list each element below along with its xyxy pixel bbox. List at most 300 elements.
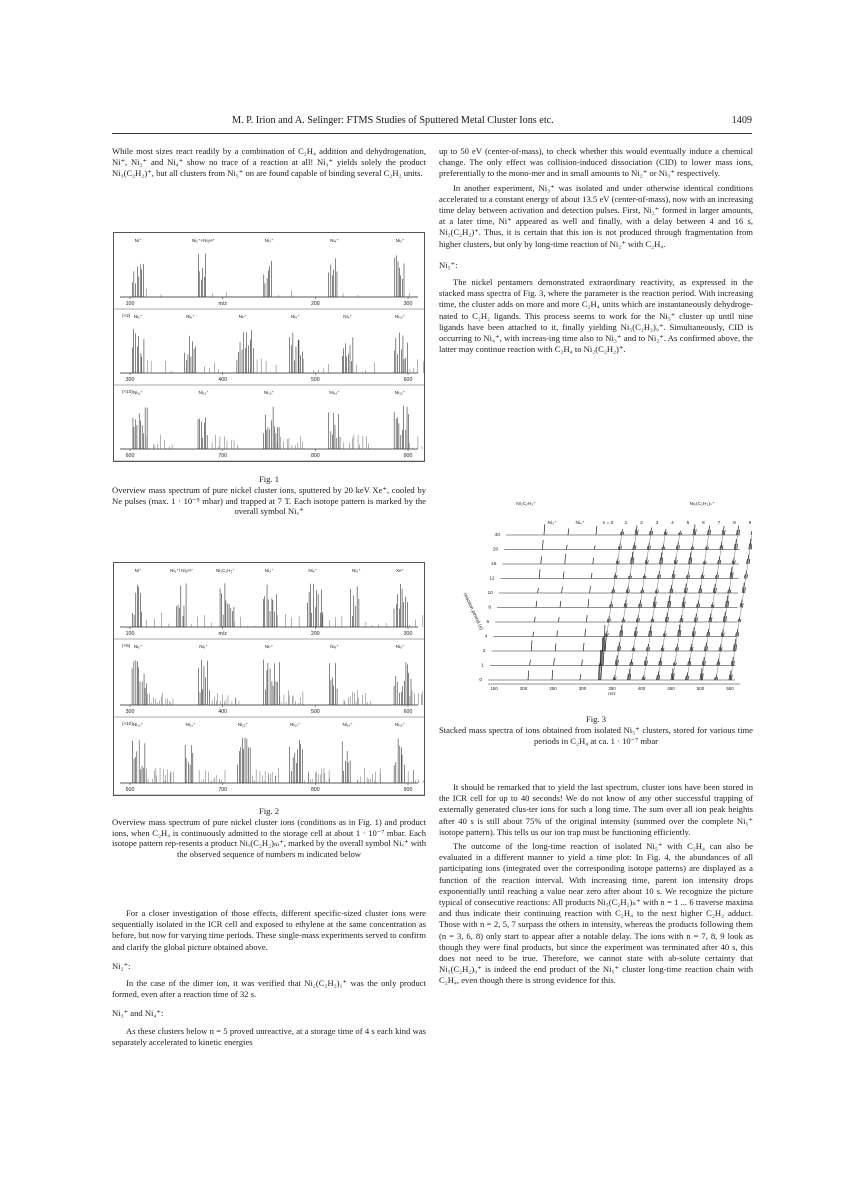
fig3-peak: [729, 587, 730, 593]
fig3-fragment-peak: [531, 640, 532, 651]
fig3-peak: [700, 585, 701, 593]
fig2-p1-peak-label: Ni₃⁺: [264, 568, 274, 573]
fig3-peak: [645, 560, 646, 564]
fig3-peak: [728, 601, 729, 608]
fig3-peak: [718, 659, 719, 666]
fig2-p3-tick-label: 800: [311, 787, 320, 793]
fig3-peak: [724, 530, 725, 535]
fig3-peak: [670, 589, 671, 593]
fig3-period-label: 10: [487, 591, 493, 596]
fig3-peak: [740, 619, 741, 622]
fig3-label-ni5-series: Ni₅(C₂H₂)ₙ⁺: [689, 502, 715, 507]
fig3-peak: [664, 547, 665, 550]
fig3-peak: [659, 572, 660, 579]
fig3-peak: [708, 530, 709, 535]
fig2-caption: [112, 806, 426, 860]
fig3-peak: [738, 632, 739, 636]
fig3-peak: [680, 630, 681, 637]
fig3-peak: [664, 532, 665, 535]
fig1-p3-tick-label: 700: [218, 453, 227, 459]
fig3-peak: [683, 597, 684, 607]
fig3-peak: [715, 575, 716, 578]
fig1-p3-tick-label: 900: [403, 453, 413, 459]
fig3-peak: [605, 633, 606, 636]
fig3-peak: [709, 632, 710, 636]
fig2-panel-2: [114, 643, 425, 717]
fig3-peak: [689, 575, 690, 578]
fig3-peak: [667, 613, 668, 622]
fig1-p3-peak-label: Ni₁₄⁺: [329, 390, 340, 395]
fig3-fragment-peak: [594, 545, 595, 549]
fig3-peak: [658, 590, 659, 593]
fig3-peak: [659, 661, 660, 665]
fig3-x-tick-label: 500: [696, 686, 705, 691]
fig3-peak: [620, 630, 621, 636]
fig3-peak: [678, 647, 679, 651]
continuation-paragraph: up to 50 eV (center-of-mass), to check whether this would eventually induce a chemical change. The only effect was collision-induced dissociation (CID) to lower mass ions, preferentially to the mono-mer and in small amounts to Ni₂⁺ or Ni₃⁺ respectively.: [439, 146, 753, 179]
fig3-peak: [719, 557, 720, 564]
fig3-peak: [740, 603, 741, 607]
fig3-fragment-peak: [533, 632, 534, 637]
fig3-peak: [603, 637, 604, 651]
fig3-peak: [731, 675, 732, 680]
fig3-peak: [649, 631, 650, 637]
fig3-peak: [615, 677, 616, 680]
fig3-peak: [716, 588, 717, 593]
fig3-peak: [702, 661, 703, 665]
fig3-fragment-peak: [562, 587, 563, 593]
fig3-peak: [687, 588, 688, 593]
fig3-peak: [699, 604, 700, 608]
fig1-p3-peak-label: Ni₁₅⁺: [394, 390, 406, 395]
fig1-panel-1: [114, 238, 424, 309]
fig3-peak: [633, 646, 634, 651]
remark-paragraph: It should be remarked that to yield the last spectrum, cluster ions have been stored in the ICR cell for up to 40 seconds! We do not know of any other successful trapping of externally generated clus-ter ions for such a long time. The sum over all ion peak heights after 40 s is still about 75% of the original intensity (summed over the complete Ni₅⁺ isotope pattern). This tells us our ion trap must be functioning efficiently.: [439, 782, 753, 837]
fig3-peak: [726, 616, 727, 622]
fig3-caption-body: Stacked mass spectra of ions obtained from isolated Ni₅⁺ clusters, stored for various time periods in C₂H₄ at ca. 1 · 10⁻⁷ mbar: [439, 724, 753, 746]
fig1-p2-tick-label: 400: [218, 377, 227, 383]
fig3-peak: [632, 552, 633, 564]
fig3-peak: [680, 531, 681, 535]
fig3-peak: [652, 531, 653, 535]
fig2-p1-peak-label: Ni⁺: [134, 568, 142, 573]
fig3-fragment-peak: [530, 660, 531, 666]
fig3-peak: [691, 558, 692, 564]
fig3-peak: [721, 633, 722, 637]
fig3-peak: [692, 647, 693, 651]
fig3-peak: [679, 545, 680, 549]
fig3-peak: [618, 546, 619, 549]
fig3-peak: [689, 658, 690, 666]
fig3-peak: [725, 612, 726, 622]
fig3-peak: [728, 590, 729, 593]
fig3-peak: [623, 617, 624, 622]
fig3-period-label: 16: [491, 562, 497, 567]
fig3-peak: [717, 677, 718, 680]
fig3-fragment-peak: [565, 554, 566, 564]
fig2-p2-peak-label: Ni₅⁺: [133, 644, 143, 649]
fig3-peak: [634, 648, 635, 651]
header-rule: [112, 133, 752, 134]
fig3-peak: [617, 558, 618, 564]
fig3-peak: [750, 539, 751, 550]
fig3-peak: [730, 572, 731, 578]
fig1-p2-tick-label: 500: [311, 377, 320, 383]
fig3-peak: [742, 587, 743, 593]
fig3-peak: [635, 627, 636, 637]
section-ni2-heading: Ni₂⁺:: [112, 960, 131, 971]
fig3-peak: [605, 637, 606, 651]
fig3-label-ni3: Ni₃⁺: [547, 521, 557, 526]
fig1-panel-3: [114, 389, 425, 461]
fig3-fragment-peak: [560, 601, 561, 608]
fig3-peak: [650, 531, 651, 535]
fig3-peak: [629, 589, 630, 593]
fig3-peak: [731, 567, 732, 578]
fig3-fragment-peak: [590, 586, 591, 593]
fig3-peak: [639, 618, 640, 622]
fig2-p3-tick-label: 900: [403, 787, 413, 793]
figure-3: [440, 494, 752, 696]
fig3-peak: [675, 557, 676, 564]
section-ni3-ni4-heading: Ni₃⁺ and Ni₄⁺:: [112, 1008, 164, 1019]
fig3-peak: [693, 529, 694, 535]
fig3-peak: [703, 657, 704, 665]
fig1-p1-tick-label: 100: [125, 301, 135, 307]
fig3-peak: [647, 661, 648, 666]
fig3-peak: [708, 547, 709, 549]
fig3-fragment-peak: [596, 526, 597, 535]
fig3-peak: [642, 587, 643, 593]
fig2-p1-tick-label: m/z: [218, 631, 227, 637]
fig3-peak: [741, 600, 742, 608]
fig3-peak: [666, 532, 667, 535]
fig1-p1-tick-label: 200: [311, 301, 320, 307]
fig3-peak: [722, 545, 723, 549]
fig3-peak: [710, 614, 711, 622]
fig3-peak: [621, 625, 622, 636]
fig3-x-tick-label: 450: [667, 686, 675, 691]
right-upper-text: [439, 146, 753, 358]
ni5-paragraph: The nickel pentamers demonstrated extraordinary reactivity, as expressed in the stacked mass spectra of Fig. 3, where the parameter is the reaction period. With increasing time, the cluster adds on more and more C₂H₄ units which are instantaneously dehydroge-nated to C₂H₂ ligands. This process seems to work for the Ni₅⁺ cluster up until nine ligands have been attached to it, finally yielding Ni₅(C₂H₂)₉⁺. Simultaneously, CID is occurring to Ni₄⁺, with increas-ing time also to Ni₃⁺ and to Ni₂⁺. As confirmed above, the latter may continue reaction with C₂H₄ to Ni₂(C₂H₂)⁺.: [439, 277, 753, 355]
fig3-peak: [749, 544, 750, 550]
fig3-peak: [626, 589, 627, 593]
fig3-peak: [657, 575, 658, 579]
fig2-p3-tick-label: 600: [125, 787, 135, 793]
fig3-peak: [660, 558, 661, 564]
fig3-peak: [615, 660, 616, 666]
fig3-peak: [706, 562, 707, 564]
fig3-peak: [608, 633, 609, 636]
fig3-peak: [703, 562, 704, 564]
fig3-peak: [626, 603, 627, 607]
fig3-peak: [600, 650, 601, 680]
fig3-peak: [636, 618, 637, 622]
fig3-peak: [617, 646, 618, 651]
fig3-peak: [686, 575, 687, 578]
fig1-p2-peak-label: Ni₇⁺: [238, 314, 247, 319]
fig2-p1-peak-label: Ni₂C₂H₂⁺: [215, 568, 235, 573]
fig3-peak: [736, 644, 737, 651]
fig3-peak: [642, 677, 643, 680]
fig3-period-label: 0: [479, 678, 482, 683]
fig3-peak: [653, 619, 654, 622]
fig2-p3-peak-label: Ni₁₀⁺: [132, 722, 144, 727]
fig3-peak: [733, 644, 734, 651]
fig3-caption: [439, 714, 753, 746]
fig3-peak: [726, 601, 727, 608]
fig3-peak: [662, 645, 663, 651]
fig3-fragment-peak: [591, 573, 592, 579]
fig3-peak: [718, 575, 719, 578]
fig3-fragment-peak: [580, 674, 581, 680]
fig3-peak: [652, 617, 653, 622]
fig3-peak: [721, 647, 722, 651]
fig3-peak: [734, 544, 735, 550]
fig3-peak: [624, 619, 625, 622]
fig3-caption-title: Fig. 3: [585, 714, 607, 724]
fig2-panel-3: [114, 721, 425, 795]
fig2-p2-peak-label: Ni₇⁺: [264, 644, 274, 649]
fig3-peak: [691, 644, 692, 651]
fig3-peak: [723, 526, 724, 535]
fig3-x-label: m/z: [608, 691, 616, 696]
fig3-peak: [739, 617, 740, 622]
fig3-peak: [706, 642, 707, 651]
fig1-p2-peak-label: Ni₈⁺: [290, 314, 300, 319]
fig3-peak: [655, 590, 656, 593]
fig3-label-n: 1: [624, 521, 628, 526]
fig3-peak: [633, 557, 634, 564]
fig3-peak: [660, 575, 661, 579]
fig3-peak: [694, 524, 695, 535]
fig3-peak: [690, 553, 691, 564]
fig3-peak: [678, 630, 679, 637]
ni2-paragraph: In the case of the dimer ion, it was verified that Ni₂(C₂H₂)₁⁺ was the only product formed, even after a reaction time of 32 s.: [112, 978, 426, 1000]
fig3-peak: [722, 630, 723, 637]
fig1-p2-tick-label: 600: [403, 377, 413, 383]
fig3-x-tick-label: 550: [726, 686, 734, 691]
fig2-p2-tick-label: 300: [125, 709, 135, 715]
fig3-peak: [615, 573, 616, 579]
fig3-peak: [737, 629, 738, 636]
fig3-peak: [631, 576, 632, 578]
fig3-peak: [709, 526, 710, 535]
fig3-peak: [669, 596, 670, 608]
fig3-peak: [676, 663, 677, 666]
fig3-fragment-peak: [563, 572, 564, 579]
fig3-peak: [681, 615, 682, 622]
fig3-peak: [713, 588, 714, 593]
running-header: [112, 115, 752, 133]
fig2-p2-peak-label: Ni₈⁺: [330, 644, 339, 649]
fig3-peak: [665, 617, 666, 622]
ni3-ni4-paragraph: As these clusters below n = 5 proved unreactive, at a storage time of 4 s each kind was separately accelerated to kinetic energies: [112, 1025, 426, 1047]
fig2-p1-peak-label: Xe⁺: [395, 568, 405, 573]
fig3-peak: [630, 574, 631, 579]
fig3-x-tick-label: 200: [519, 686, 528, 691]
running-title: M. P. Irion and A. Selinger: FTMS Studies of Sputtered Metal Cluster Ions etc.: [232, 115, 554, 126]
fig3-peak: [678, 542, 679, 550]
fig3-fragment-peak: [554, 658, 555, 665]
fig3-peak: [631, 659, 632, 665]
fig3-fragment-peak: [552, 670, 553, 680]
fig3-peak: [639, 604, 640, 608]
fig3-peak: [612, 604, 613, 607]
fig3-peak: [625, 600, 626, 608]
fig3-peak: [643, 576, 644, 578]
fig1-p1-peak-label: Ni₃⁺: [264, 238, 274, 243]
fig1-p1-tick-label: m/z: [218, 301, 227, 307]
fig2-p2-tick-label: 600: [403, 709, 413, 715]
fig3-peak: [699, 589, 700, 593]
fig3-peak: [677, 560, 678, 564]
fig3-peak: [661, 648, 662, 651]
fig3-fragment-peak: [585, 629, 586, 637]
fig3-peak: [709, 617, 710, 622]
fig3-period-label: 40: [494, 533, 500, 538]
fig3-peak: [651, 528, 652, 535]
fig3-peak: [643, 590, 644, 593]
fig3-period-label: 6: [486, 620, 490, 625]
fig1-p3-peak-label: Ni₁₁⁺: [133, 390, 143, 395]
fig3-peak: [646, 647, 647, 651]
fig3-peak: [659, 675, 660, 680]
fig3-peak: [641, 604, 642, 608]
fig3-peak: [682, 602, 683, 608]
fig3-peak: [644, 677, 645, 680]
fig2-p3-peak-label: Ni₁₃⁺: [290, 722, 301, 727]
fig3-peak: [672, 574, 673, 578]
fig3-peak: [623, 532, 624, 535]
fig3-peak: [687, 672, 688, 680]
fig3-peak: [668, 617, 669, 622]
fig3-peak: [719, 662, 720, 666]
fig3-label-n: 5: [686, 521, 690, 526]
fig3-fragment-peak: [566, 545, 567, 550]
fig3-peak: [661, 553, 662, 564]
fig3-peak: [730, 590, 731, 593]
fig2-p3-tick-label: 700: [218, 787, 227, 793]
fig3-peak: [638, 615, 639, 622]
fig3-peak: [663, 633, 664, 636]
fig3-peak: [645, 576, 646, 578]
fig3-peak: [737, 544, 738, 550]
fig3-x-tick-label: 150: [490, 686, 498, 691]
fig3-peak: [720, 560, 721, 564]
fig3-fragment-peak: [583, 643, 584, 651]
fig3-peak: [650, 626, 651, 636]
fig3-fragment-peak: [568, 528, 569, 535]
fig3-peak: [670, 601, 671, 608]
fig3-peak: [717, 572, 718, 578]
fig3-peak: [621, 546, 622, 549]
fig3-peak: [609, 616, 610, 622]
fig3-peak: [743, 583, 744, 593]
fig3-period-label: 12: [489, 576, 495, 582]
fig3-peak: [619, 561, 620, 564]
fig3-peak: [720, 644, 721, 651]
fig3-peak: [688, 661, 689, 665]
fig3-label-n: 3: [655, 521, 659, 526]
fig3-peak: [690, 661, 691, 665]
fig3-peak: [692, 631, 693, 636]
fig3-period-label: 20: [492, 547, 499, 553]
fig3-period-label: 4: [484, 634, 488, 640]
fig3-peak: [721, 542, 722, 549]
fig3-peak: [734, 661, 735, 666]
fig1-p3-scale: (×10): [122, 389, 133, 394]
fig3-peak: [660, 658, 661, 666]
fig3-peak: [627, 586, 628, 593]
fig2-p2-scale: (×5): [122, 643, 131, 648]
fig3-peak: [713, 605, 714, 608]
fig3-peak: [645, 657, 646, 666]
fig3-peak: [711, 605, 712, 608]
figure-1: [113, 232, 425, 462]
fig2-p2-tick-label: 500: [311, 709, 320, 715]
fig3-label-n: n = 0: [602, 521, 614, 526]
page-number: 1409: [731, 115, 752, 126]
fig3-axis-label: reaction period (s): [461, 592, 485, 632]
fig3-peak: [613, 587, 614, 593]
fig3-fragment-peak: [586, 615, 587, 622]
fig3-peak: [739, 530, 740, 535]
fig3-peak: [628, 576, 629, 578]
fig3-period-label: 2: [482, 649, 486, 654]
fig1-p2-peak-label: Ni₆⁺: [186, 314, 195, 319]
fig3-peak: [621, 532, 622, 535]
fig3-peak: [612, 590, 613, 593]
fig1-p1-tick-label: 300: [403, 301, 413, 307]
fig3-peak: [664, 631, 665, 637]
fig3-peak: [737, 530, 738, 535]
fig3-peak: [729, 675, 730, 680]
fig3-peak: [674, 661, 675, 666]
fig3-fragment-peak: [528, 671, 529, 680]
fig2-p2-tick-label: 400: [218, 709, 227, 715]
fig2-p1-tick-label: 300: [403, 631, 413, 637]
fig3-peak: [636, 525, 637, 535]
fig3-peak: [707, 545, 708, 549]
fig3-peak: [747, 559, 748, 564]
fig3-peak: [711, 617, 712, 622]
fig3-peak: [631, 557, 632, 564]
fig3-peak: [643, 675, 644, 680]
fig3-peak: [668, 601, 669, 608]
fig3-fragment-peak: [541, 556, 542, 564]
fig3-peak: [718, 560, 719, 564]
fig3-peak: [720, 545, 721, 549]
fig3-peak: [749, 559, 750, 564]
fig3-fragment-peak: [538, 588, 539, 593]
fig3-fragment-peak: [582, 660, 583, 666]
fig3-peak: [684, 602, 685, 608]
fig3-peak: [637, 530, 638, 535]
fig3-peak: [653, 602, 654, 608]
fig2-p3-peak-label: Ni₁₂⁺: [237, 722, 248, 727]
fig3-peak: [640, 600, 641, 607]
fig3-peak: [675, 647, 676, 651]
fig3-peak: [679, 533, 680, 535]
fig3-peak: [738, 619, 739, 622]
fig3-peak: [688, 676, 689, 680]
fig3-peak: [704, 646, 705, 651]
fig2-caption-title: Fig. 2: [258, 806, 280, 816]
fig3-peak: [628, 674, 629, 680]
fig3-peak: [630, 662, 631, 666]
fig3-peak: [601, 664, 602, 681]
